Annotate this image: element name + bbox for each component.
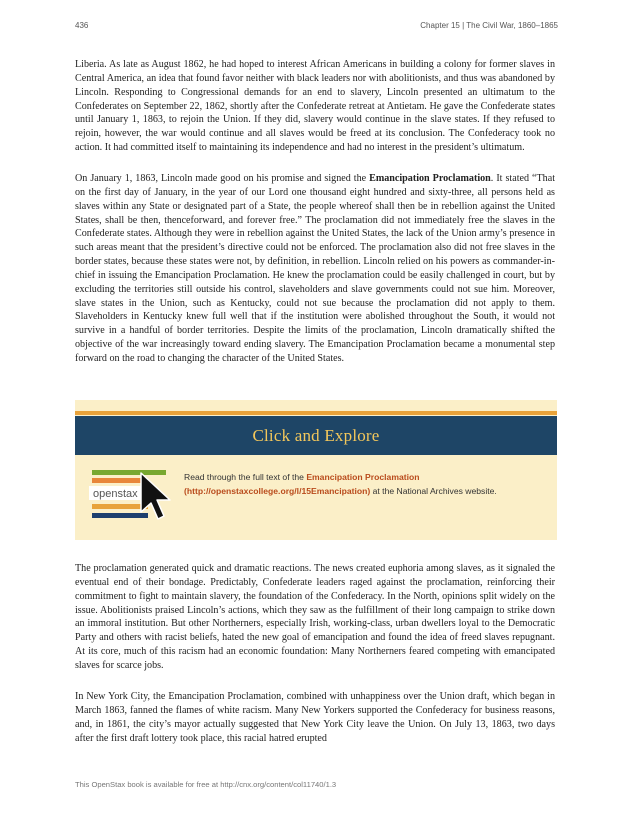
feature-title: Click and Explore <box>252 425 380 445</box>
feature-text <box>184 471 544 498</box>
openstax-cursor-icon <box>89 466 189 524</box>
paragraph-2-intro: On January 1, 1863, Lincoln made good on his promise and signed the <box>75 173 370 184</box>
key-term-emancipation-proclamation: Emancipation Proclamation <box>369 173 491 184</box>
paragraph-3: The proclamation generated quick and dramatic reactions. The news created euphoria among slaves, as it signaled the eventual end of their bondage. Predictably, Confederate leaders raged against the proclamation, reinforcing their commitment to fight to maintain slavery, the foundation of the Confederacy. In the North, opinions split widely on the issue. Abolitionists praised Lincoln’s actions, which they saw as the fulfillment of their long campaign to strike down an immoral institution. But other Northerners, especially Irish, working-class, urban dwellers loyal to the Democratic Party and others with racist beliefs, hated the new goal of emancipation and found the idea of freed slaves repugnant. At its core, much of this racism had an economic foundation: Many Northerners feared competing with emancipated slaves for scarce jobs. <box>75 563 555 671</box>
feature-header <box>75 416 557 455</box>
feature-text-intro: Read through the full text of the <box>184 472 307 482</box>
click-and-explore-box <box>75 400 557 540</box>
paragraph-1: Liberia. As late as August 1862, he had hoped to interest African Americans in building a colony for former slaves in Central America, an idea that found favor neither with black leaders nor with abolitionists, and thus was abandoned by Lincoln. Responding to Congressional demands for an end to slavery, Lincoln presented an ultimatum to the Confederates on September 22, 1862, shortly after the Confederate retreat at Antietam. He gave the Confederate states until January 1, 1863, to rejoin the Union. If they did, slavery would continue in the slave states. If they refused to rejoin, however, the war would continue and all slaves would be freed at its conclusion. The Confederacy took no action. It had committed itself to maintaining its independence and had no interest in the president’s ultimatum. <box>75 59 555 154</box>
paragraph-2-body: . It stated “That on the first day of January, in the year of our Lord one thousand eight hundred and sixty-three, all persons held as slaves within any State or designated part of a State, the people whereof shall then be in rebellion against the United States, shall be then, thenceforward, and forever free.” The proclamation did not immediately free the slaves in the Confederate states. Although they were in rebellion against the United States, the lack of the Union army’s presence in such areas meant that the president’s directive could not be enforced. The proclamation also did not free slaves in the border states, because these states were not, by definition, in rebellion. Lincoln relied on his powers as commander-in-chief in issuing the Emancipation Proclamation. He knew the proclamation could be easily challenged in court, but by excluding the territories still outside his control, slaveholders and slave governments could not sue him. Moreover, slave states in the Union, such as Kentucky, could not sue because the proclamation did not apply to them. Slaveholders in Kentucky knew full well that if the institution were abolished throughout the South, it would not survive in a handful of border territories. Despite the limits of the proclamation, Lincoln dramatically shifted the objective of the war increasingly toward ending slavery. The Emancipation Proclamation became a monumental step forward on the road to changing the character of the United States. <box>75 173 556 364</box>
chapter-header: Chapter 15 | The Civil War, 1860–1865 <box>420 21 558 30</box>
emancipation-proclamation-link[interactable]: Emancipation Proclamation (http://openstaxcollege.org/l/15Emancipation) <box>184 472 420 496</box>
footer-note: This OpenStax book is available for free at http://cnx.org/content/col11740/1.3 <box>75 780 337 789</box>
paragraph-2 <box>75 172 555 366</box>
openstax-logo-text: openstax <box>93 488 138 500</box>
page-number: 436 <box>75 21 89 30</box>
feature-accent-bar <box>75 411 557 415</box>
feature-text-outro: at the National Archives website. <box>370 485 497 496</box>
paragraph-4: In New York City, the Emancipation Proclamation, combined with unhappiness over the Union draft, which began in March 1863, fanned the flames of white racism. Many New Yorkers supported the Confederacy for business reasons, and, in 1861, the city’s mayor actually suggested that New York City leave the Union. On July 13, 1863, two days after the first draft lottery took place, this racial hatred erupted <box>75 691 555 744</box>
